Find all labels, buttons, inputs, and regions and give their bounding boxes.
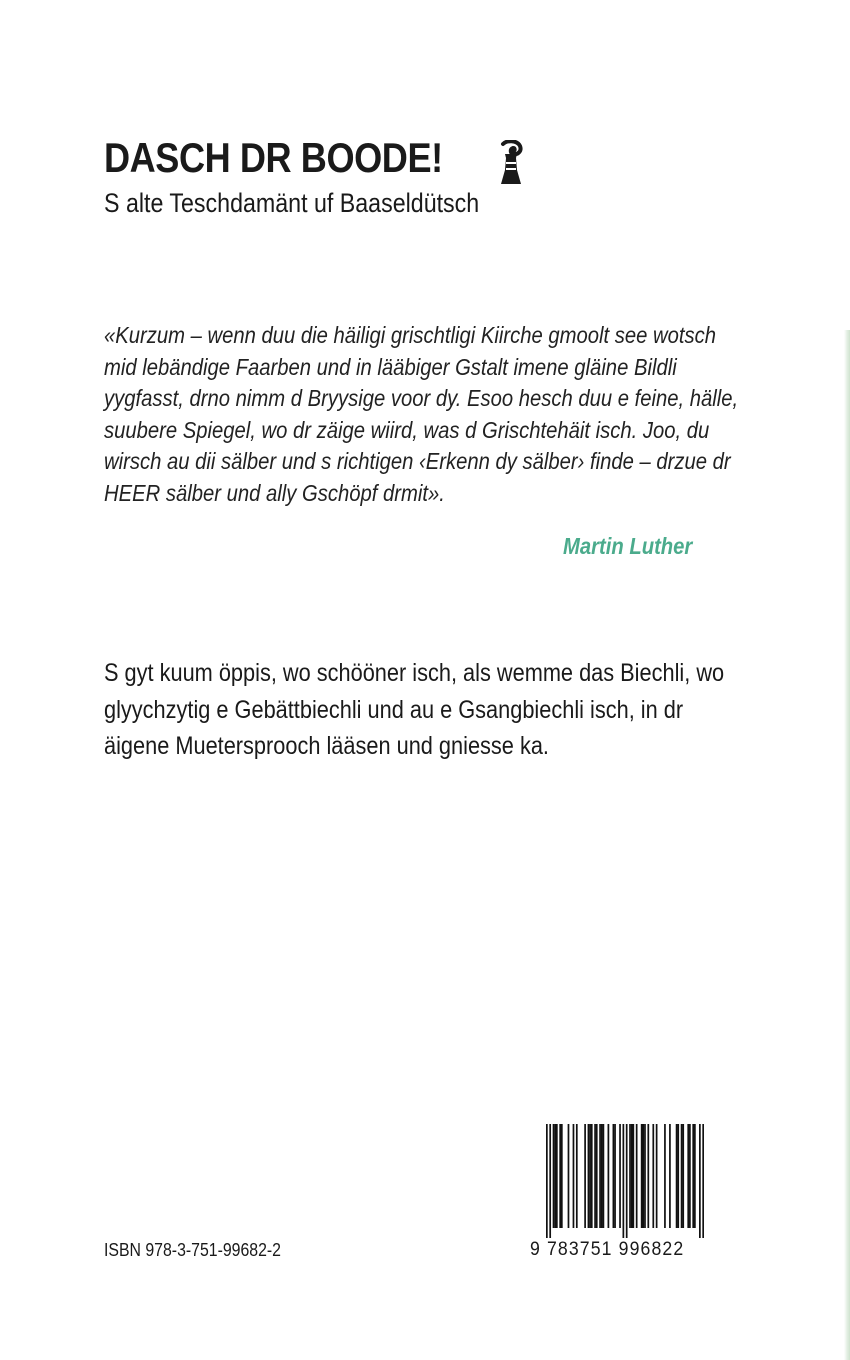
blurb-line: S gyt kuum öppis, wo schööner isch, als wemme das Biechli, wo [104,659,725,687]
spine-edge-strip [844,330,850,1360]
barcode-bar [669,1124,671,1228]
quote-line: wirsch au dii sälber und s richtigen ‹Erkenn dy sälber› finde – drzue dr [104,448,731,474]
book-subtitle: S alte Teschdamänt uf Baaseldütsch [104,188,480,218]
barcode-bar [573,1124,575,1228]
barcode-bar [568,1124,570,1228]
barcode-bar [613,1124,615,1228]
barcode-bar [664,1124,666,1228]
barcode-bar [594,1124,596,1228]
barcode-bar [554,1124,556,1228]
barcode-bar [626,1124,628,1238]
title-block [104,134,498,182]
quote-line: suubere Spiegel, wo dr zäige wiird, was d Grischtehäit isch. Joo, du [104,416,710,443]
barcode-bar [623,1124,625,1238]
barcode-bar [553,1124,555,1228]
barcode-bar [676,1124,678,1228]
barcode-bar [584,1124,586,1228]
barcode-bar [656,1124,658,1228]
barcode-bar [603,1124,605,1228]
barcode-bar [632,1124,634,1228]
barcode-bar [629,1124,631,1228]
barcode-bar [619,1124,621,1228]
barcode-bar [647,1124,649,1228]
barcode-bar [692,1124,694,1228]
quote-author: Martin Luther [563,533,693,559]
barcode-bar [549,1124,551,1238]
barcode-bar [682,1124,684,1228]
barcode-bar [677,1124,679,1228]
quote-line: yygfasst, drno nimm d Bryysige voor dy. Esoo hesch duu e feine, hälle, [104,385,739,411]
barcode-bar [614,1124,616,1228]
barcode-bar [601,1124,603,1228]
barcode-bar [631,1124,633,1228]
blurb-line: äigene Muetersprooch lääsen und gniesse ka. [104,732,549,760]
barcode-bar [681,1124,683,1228]
barcode-bar [546,1124,548,1238]
blurb-block [104,655,804,765]
barcode-bar [589,1124,591,1228]
barcode-bar [591,1124,593,1228]
barcode-bar [689,1124,691,1228]
quote-block [104,320,804,509]
barcode-bar [588,1124,590,1228]
quote-line: HEER sälber und ally Gschöpf drmit». [104,479,445,506]
quote-line: mid lebändige Faarben und in lääbiger Gstalt imene gläine Bildli [104,353,677,380]
barcode-bar [576,1124,578,1228]
quote-line: «Kurzum – wenn duu die häiligi grischtligi Kiirche gmoolt see wotsch [104,322,717,348]
barcode-bar [652,1124,654,1228]
blurb-line: glyychzytig e Gebättbiechli und au e Gsangbiechli isch, in dr [104,695,684,724]
barcode-bar [559,1124,561,1228]
basel-crozier-icon [497,140,525,186]
barcode-bar [561,1124,563,1228]
barcode-bar [596,1124,598,1228]
barcode-bar [702,1124,704,1238]
barcode-bar [699,1124,701,1238]
barcode-bar [642,1124,644,1228]
book-title: DASCH DR BOODE! [104,134,443,181]
barcode-digits: 9 783751 996822 [530,1239,685,1260]
barcode-bar [644,1124,646,1228]
barcode-bar [687,1124,689,1228]
barcode-bar [556,1124,558,1228]
isbn-label: ISBN 978-3-751-99682-2 [104,1240,282,1260]
barcode [546,1124,704,1238]
barcode-bar [636,1124,638,1228]
barcode-bar [641,1124,643,1228]
barcode-bar [599,1124,601,1228]
barcode-bar [608,1124,610,1228]
barcode-bar [694,1124,696,1228]
